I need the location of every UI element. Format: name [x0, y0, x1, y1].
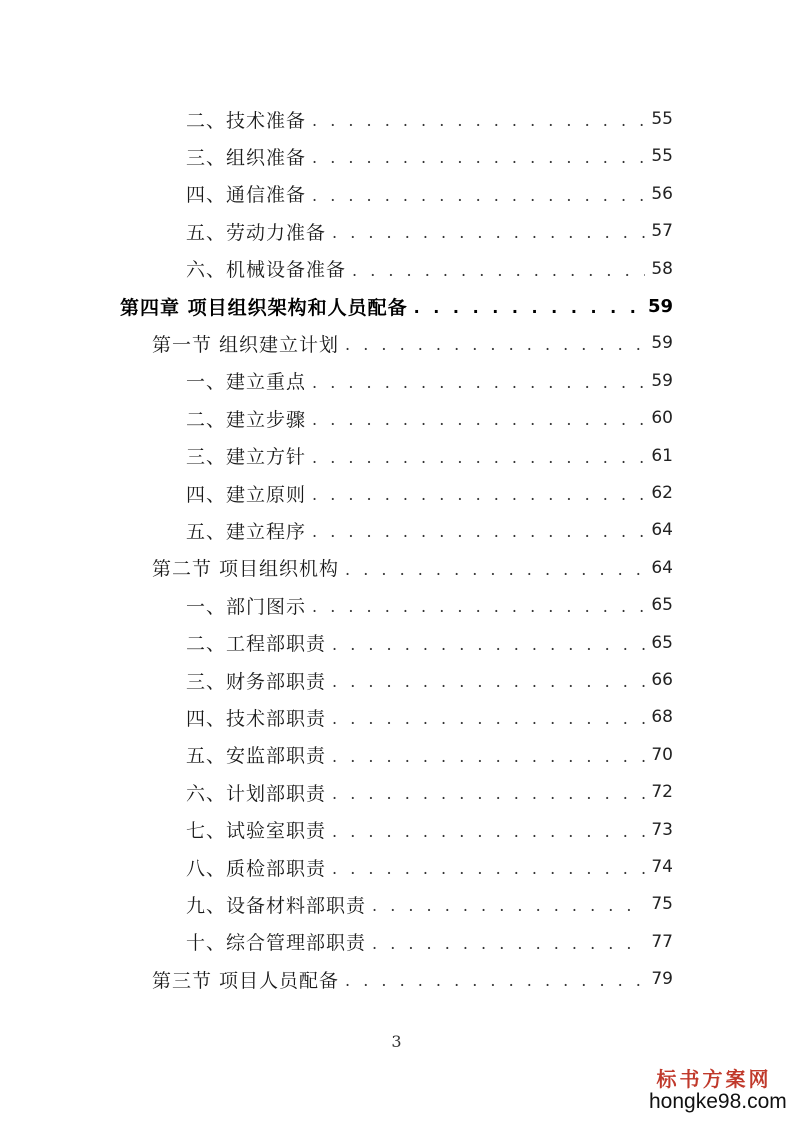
- toc-dot-leader: [352, 252, 645, 286]
- toc-entry[interactable]: [186, 179, 673, 209]
- toc-dot-leader: [332, 813, 645, 847]
- toc-dot-leader: [332, 775, 645, 809]
- toc-entry-title: 五、建立程序: [186, 520, 307, 543]
- toc-entry[interactable]: [120, 291, 673, 321]
- toc-dot-leader: [312, 476, 645, 510]
- toc-dot-leader: [332, 738, 645, 772]
- toc-entry[interactable]: [186, 366, 673, 396]
- toc-entry[interactable]: [186, 590, 673, 620]
- toc-entry-title: 十、综合管理部职责: [186, 932, 367, 955]
- toc-dot-leader: [332, 626, 645, 660]
- toc-entry[interactable]: [186, 441, 673, 471]
- toc-entry[interactable]: [152, 553, 673, 583]
- toc-entry-title: 六、计划部职责: [186, 782, 327, 805]
- toc-entry-page: 75: [651, 894, 673, 915]
- toc-entry-title: 三、财务部职责: [186, 670, 327, 693]
- toc-entry-page: 62: [651, 483, 673, 503]
- toc-entry-title: 三、组织准备: [186, 146, 307, 169]
- toc-entry[interactable]: [186, 104, 673, 134]
- toc-dot-leader: [372, 887, 645, 921]
- toc-entry-title: 二、技术准备: [186, 109, 307, 132]
- toc-dot-leader: [312, 177, 645, 211]
- toc-entry-page: 59: [651, 333, 673, 354]
- toc-entry[interactable]: [186, 478, 673, 508]
- toc-entry-page: 79: [651, 969, 673, 990]
- toc-entry-page: 57: [651, 221, 673, 242]
- toc-dot-leader: [312, 401, 645, 435]
- toc-dot-leader: [345, 551, 645, 585]
- toc-dot-leader: [312, 102, 645, 136]
- toc-entry-page: 74: [651, 857, 673, 877]
- toc-dot-leader: [372, 925, 645, 959]
- toc-entry[interactable]: [186, 665, 673, 695]
- toc-entry-page: 77: [651, 931, 673, 952]
- toc-dot-leader: [345, 962, 645, 996]
- toc-entry-page: 65: [651, 632, 673, 653]
- toc-entry[interactable]: [186, 216, 673, 246]
- toc-entry[interactable]: [186, 515, 673, 545]
- toc-entry[interactable]: [186, 628, 673, 658]
- watermark-url: hongke98.com: [649, 1090, 787, 1113]
- toc-entry[interactable]: [186, 254, 673, 284]
- toc-dot-leader: [312, 139, 645, 173]
- toc-entry-title: 四、建立原则: [186, 483, 307, 506]
- toc-dot-leader: [414, 289, 642, 323]
- toc-entry-title: 六、机械设备准备: [186, 259, 347, 282]
- toc-entry-title: 七、试验室职责: [186, 820, 327, 843]
- toc-entry-title: 第二节 项目组织机构: [152, 558, 340, 581]
- toc-entry[interactable]: [186, 815, 673, 845]
- toc-entry-title: 五、劳动力准备: [186, 221, 327, 244]
- toc-entry-page: 56: [651, 183, 673, 204]
- toc-entry-title: 一、建立重点: [186, 371, 307, 394]
- toc-entry[interactable]: [152, 328, 673, 358]
- toc-entry-title: 三、建立方针: [186, 446, 307, 469]
- toc-entry-page: 64: [651, 557, 673, 578]
- toc-dot-leader: [332, 663, 645, 697]
- toc-entry-title: 一、部门图示: [186, 595, 307, 618]
- toc-entry-title: 二、工程部职责: [186, 633, 327, 656]
- page-number: 3: [391, 1032, 402, 1051]
- toc-entry-page: 59: [651, 370, 673, 391]
- toc-entry-page: 60: [651, 408, 673, 429]
- toc-entry-page: 59: [647, 295, 673, 317]
- toc-entry-page: 58: [651, 258, 673, 279]
- toc-entry-page: 70: [651, 744, 673, 765]
- toc-entry[interactable]: [186, 403, 673, 433]
- toc-dot-leader: [312, 513, 645, 547]
- toc-entry-page: 55: [651, 109, 673, 129]
- toc-entry[interactable]: [186, 141, 673, 171]
- toc-entry-title: 二、建立步骤: [186, 408, 307, 431]
- toc-dot-leader: [312, 439, 645, 473]
- toc-entry-title: 四、技术部职责: [186, 707, 327, 730]
- toc-entry[interactable]: [186, 852, 673, 882]
- toc-entry-title: 第四章 项目组织架构和人员配备: [120, 296, 408, 319]
- toc-entry[interactable]: [186, 740, 673, 770]
- toc-entry-page: 72: [651, 782, 673, 803]
- toc-entry[interactable]: [186, 889, 673, 919]
- toc-entry-page: 73: [651, 819, 673, 840]
- toc-dot-leader: [312, 364, 645, 398]
- watermark-brand: 标书方案网: [656, 1067, 772, 1091]
- toc-dot-leader: [332, 214, 645, 248]
- watermark-logo: [649, 1067, 787, 1114]
- toc-entry[interactable]: [186, 777, 673, 807]
- toc-entry-title: 八、质检部职责: [186, 857, 327, 880]
- toc-dot-leader: [332, 700, 645, 734]
- toc-entry-title: 九、设备材料部职责: [186, 894, 367, 917]
- toc-dot-leader: [345, 326, 645, 360]
- toc-entry-title: 四、通信准备: [186, 184, 307, 207]
- toc-entry-title: 第一节 组织建立计划: [152, 333, 340, 356]
- toc-dot-leader: [332, 850, 645, 884]
- toc-entry-page: 61: [651, 445, 673, 466]
- toc-entry-page: 66: [651, 670, 673, 690]
- toc-entry-page: 65: [651, 595, 673, 616]
- toc-entry-title: 第三节 项目人员配备: [152, 969, 340, 992]
- toc-entry-page: 68: [651, 707, 673, 728]
- toc-entry[interactable]: [186, 927, 673, 957]
- toc-dot-leader: [312, 588, 645, 622]
- toc-entry-page: 64: [651, 520, 673, 541]
- toc-entry-page: 55: [651, 146, 673, 167]
- toc-entry[interactable]: [152, 964, 673, 994]
- toc-entry-title: 五、安监部职责: [186, 745, 327, 768]
- toc-entry[interactable]: [186, 702, 673, 732]
